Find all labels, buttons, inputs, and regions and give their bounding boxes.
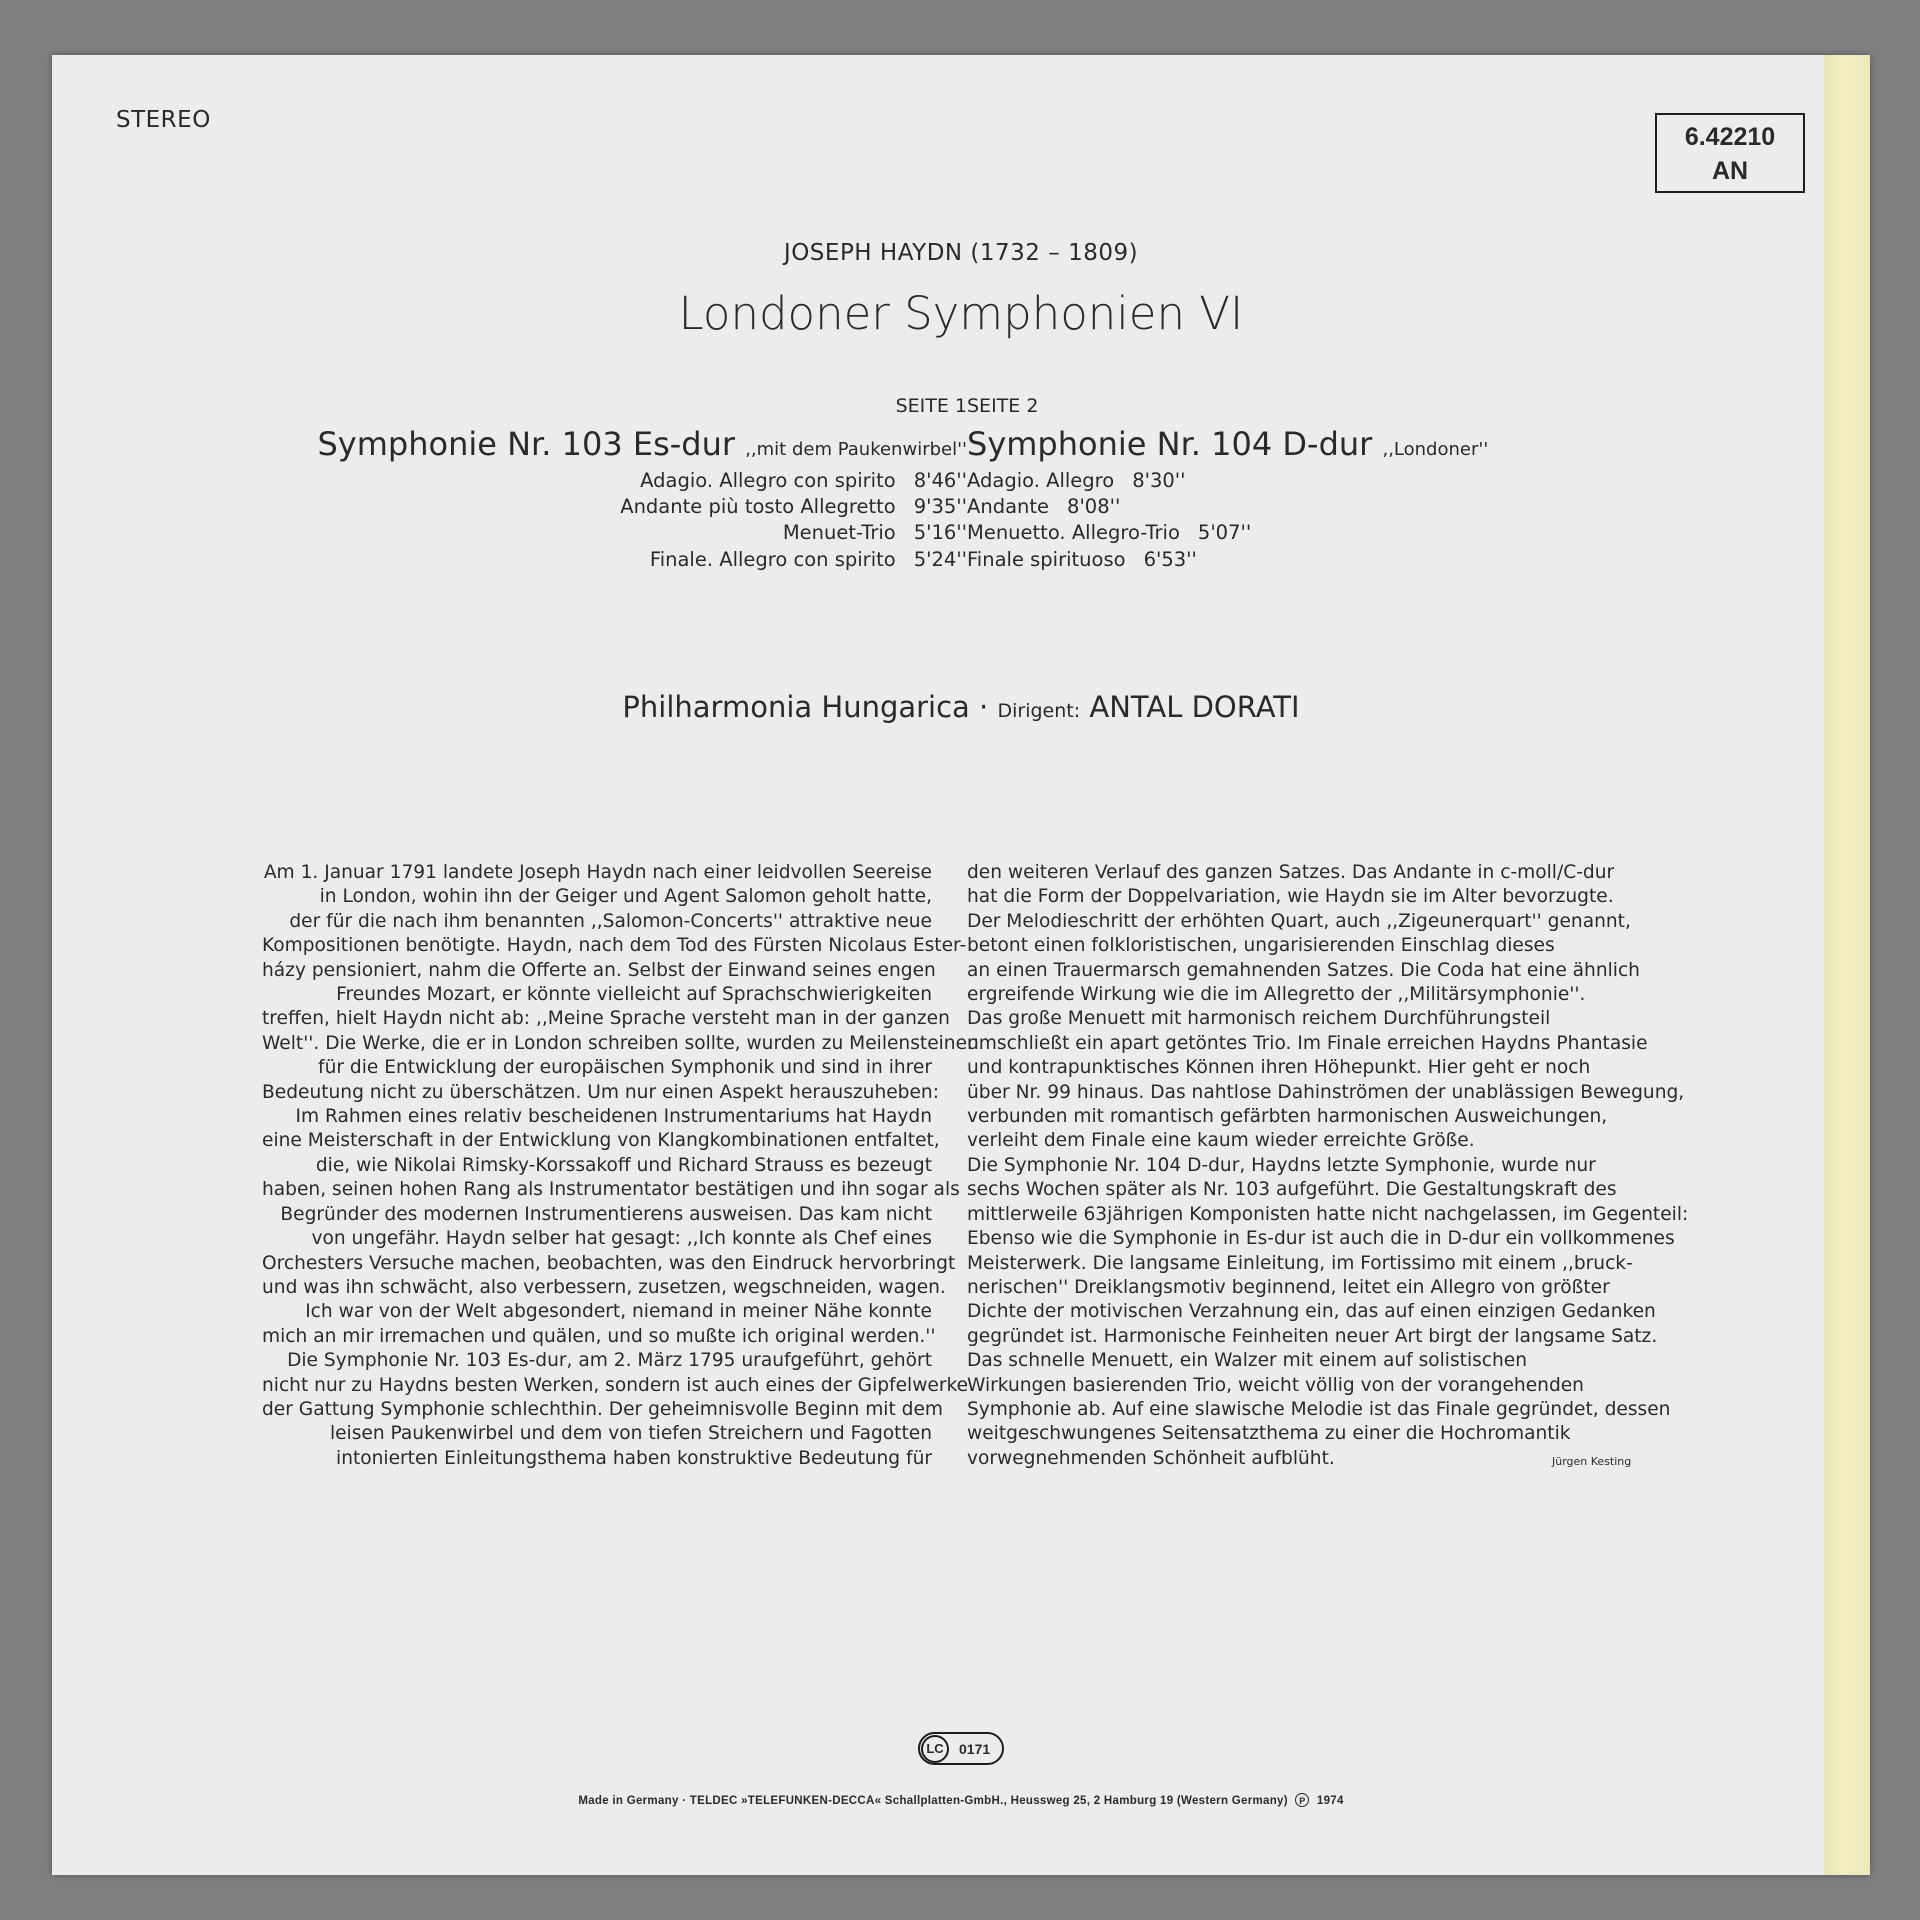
- liner-notes-line: Symphonie ab. Auf eine slawische Melodie ist das Finale gegründet, dessen: [967, 1398, 1671, 1420]
- liner-notes-line: Der Melodieschritt der erhöhten Quart, auch ,,Zigeunerquart'' genannt,: [967, 910, 1631, 932]
- movement-name: Andante più tosto Allegretto: [620, 495, 896, 518]
- movement-time: 8'08'': [1067, 495, 1121, 518]
- side2-movement: [967, 468, 1186, 493]
- catalog-suffix: AN: [1711, 157, 1749, 185]
- movement-time: 8'46'': [913, 469, 967, 492]
- liner-notes-line: sechs Wochen später als Nr. 103 aufgeführt. Die Gestaltungskraft des: [967, 1179, 1617, 1201]
- side1-movement: [783, 520, 967, 545]
- liner-notes-line: Das schnelle Menuett, ein Walzer mit einem auf solistischen: [967, 1350, 1528, 1372]
- movement-name: Adagio. Allegro: [967, 469, 1115, 492]
- liner-notes-line: den weiteren Verlauf des ganzen Satzes. Das Andante in c-moll/C-dur: [967, 862, 1615, 883]
- performers-line: [52, 690, 1870, 724]
- movement-name: Finale. Allegro con spirito: [649, 548, 896, 571]
- imprint-footer: [52, 1793, 1870, 1807]
- lc-prefix: LC: [921, 1735, 949, 1763]
- liner-notes-line: mittlerweile 63jährigen Komponisten hatte nicht nachgelassen, im Gegenteil:: [967, 1203, 1689, 1225]
- movement-name: Menuet-Trio: [782, 521, 896, 544]
- side2-symphony: Symphonie Nr. 104 D-dur: [967, 425, 1373, 463]
- liner-notes-left-column: [262, 861, 979, 1471]
- liner-notes-line: gegründet ist. Harmonische Feinheiten neuer Art birgt der langsame Satz.: [967, 1325, 1658, 1347]
- side1-label: SEITE 1: [895, 395, 967, 417]
- liner-notes-line: Die Symphonie Nr. 103 Es-dur, am 2. März 1795 uraufgeführt, gehört: [287, 1350, 932, 1372]
- separator-dot: ·: [979, 690, 989, 724]
- liner-notes-line: intonierten Einleitungsthema haben konstruktive Bedeutung für: [336, 1447, 932, 1469]
- liner-notes-line: Orchesters Versuche machen, beobachten, was den Eindruck hervorbringt: [262, 1252, 956, 1274]
- label-code-logo: [918, 1732, 1004, 1765]
- liner-notes-line: Bedeutung nicht zu überschätzen. Um nur einen Aspekt herauszuheben:: [262, 1081, 939, 1103]
- conductor-name: ANTAL DORATI: [1089, 690, 1300, 724]
- side2-movement: [967, 547, 1197, 572]
- liner-notes-line: umschließt ein apart getöntes Trio. Im Finale erreichen Haydns Phantasie: [967, 1032, 1648, 1054]
- liner-notes-line: Wirkungen basierenden Trio, weicht völlig von der vorangehenden: [967, 1374, 1584, 1396]
- liner-notes-line: eine Meisterschaft in der Entwicklung von Klangkombinationen entfaltet,: [262, 1130, 940, 1152]
- record-sleeve-back: [52, 55, 1870, 1875]
- liner-notes-line: Die Symphonie Nr. 104 D-dur, Haydns letzte Symphonie, wurde nur: [967, 1154, 1596, 1176]
- side2-movement: [967, 494, 1120, 519]
- side1-movement: [620, 494, 967, 519]
- liner-notes-line: Ich war von der Welt abgesondert, niemand in meiner Nähe konnte: [305, 1301, 932, 1323]
- liner-notes-line: Im Rahmen eines relativ bescheidenen Instrumentariums hat Haydn: [295, 1106, 932, 1128]
- catalog-number-box: [1655, 113, 1805, 193]
- movement-name: Andante: [967, 495, 1050, 518]
- orchestra-name: Philharmonia Hungarica: [622, 690, 970, 724]
- side2-nickname: ,,Londoner'': [1382, 439, 1489, 460]
- side1-movement: [650, 547, 967, 572]
- liner-notes-line: mich an mir irremachen und quälen, und so mußte ich original werden.'': [262, 1325, 936, 1347]
- liner-notes-line: nerischen'' Dreiklangsmotiv beginnend, leitet ein Allegro von größter: [967, 1276, 1610, 1298]
- liner-notes-line: Am 1. Januar 1791 landete Joseph Haydn nach einer leidvollen Seereise: [263, 862, 932, 883]
- liner-notes-line: verleiht dem Finale eine kaum wieder erreichte Größe.: [967, 1130, 1475, 1152]
- conductor-label: Dirigent:: [997, 700, 1081, 722]
- liner-notes-line: hat die Form der Doppelvariation, wie Haydn sie im Alter bevorzugte.: [967, 886, 1614, 908]
- liner-notes-line: ergreifende Wirkung wie die im Allegretto der ,,Militärsymphonie''.: [967, 984, 1586, 1006]
- liner-notes-author: Jürgen Kesting: [1552, 1455, 1632, 1468]
- movement-time: 5'24'': [913, 548, 967, 571]
- liner-notes-line: vorwegnehmenden Schönheit aufblüht.: [967, 1447, 1335, 1469]
- liner-notes-line: die, wie Nikolai Rimsky-Korssakoff und Richard Strauss es bezeugt: [315, 1154, 932, 1176]
- liner-notes-line: Kompositionen benötigte. Haydn, nach dem Tod des Fürsten Nicolaus Ester-: [262, 935, 967, 957]
- liner-notes-line: haben, seinen hohen Rang als Instrumentator bestätigen und ihn sogar als: [262, 1179, 960, 1201]
- liner-notes-line: weitgeschwungenes Seitensatzthema zu einer die Hochromantik: [967, 1423, 1571, 1445]
- side2-symphony-title: [967, 425, 1488, 463]
- liner-notes-line: verbunden mit romantisch gefärbten harmonischen Ausweichungen,: [967, 1106, 1608, 1128]
- side2-label: SEITE 2: [967, 395, 1039, 417]
- side1-symphony-title: [317, 425, 967, 463]
- liner-notes-line: Freundes Mozart, er könnte vielleicht auf Sprachschwierigkeiten: [336, 984, 932, 1006]
- liner-notes-line: der für die nach ihm benannten ,,Salomon-Concerts'' attraktive neue: [289, 910, 932, 932]
- movement-time: 9'35'': [913, 495, 967, 518]
- liner-notes-line: betont einen folkloristischen, ungarisierenden Einschlag dieses: [967, 935, 1555, 957]
- movement-time: 5'07'': [1197, 521, 1252, 544]
- liner-notes-line: und was ihn schwächt, also verbessern, zusetzen, wegschneiden, wagen.: [262, 1276, 946, 1298]
- liner-notes-line: Das große Menuett mit harmonisch reichem Durchführungsteil: [967, 1008, 1551, 1030]
- liner-notes-line: der Gattung Symphonie schlechthin. Der geheimnisvolle Beginn mit dem: [262, 1398, 944, 1420]
- album-title: Londoner Symphonien VI: [678, 287, 1244, 340]
- liner-notes-line: leisen Paukenwirbel und dem von tiefen Streichern und Fagotten: [329, 1423, 932, 1445]
- liner-notes-line: in London, wohin ihn der Geiger und Agent Salomon geholt hatte,: [319, 886, 932, 908]
- movement-time: 5'16'': [913, 521, 967, 544]
- liner-notes-line: Ebenso wie die Symphonie in Es-dur ist auch die in D-dur ein vollkommenes: [967, 1228, 1675, 1250]
- liner-notes-line: házy pensioniert, nahm die Offerte an. Selbst der Einwand seines engen: [262, 959, 936, 981]
- liner-notes-line: treffen, hielt Haydn nicht ab: ,,Meine Sprache versteht man in der ganzen: [262, 1008, 950, 1030]
- lc-number: 0171: [959, 1740, 991, 1757]
- liner-notes-line: für die Entwicklung der europäischen Symphonik und sind in ihrer: [318, 1057, 932, 1079]
- movement-name: Menuetto. Allegro-Trio: [967, 521, 1180, 544]
- side1-movement: [640, 468, 967, 493]
- movement-time: 6'53'': [1143, 548, 1197, 571]
- liner-notes-line: Meisterwerk. Die langsame Einleitung, im Fortissimo mit einem ,,bruck-: [967, 1252, 1633, 1274]
- composer-name: JOSEPH HAYDN (1732 – 1809): [783, 240, 1139, 266]
- release-year: 1974: [1316, 1795, 1344, 1807]
- side1-nickname: ,,mit dem Paukenwirbel'': [745, 439, 967, 460]
- movement-name: Finale spirituoso: [967, 548, 1126, 571]
- stereo-label: STEREO: [116, 107, 211, 133]
- side2-movement: [967, 520, 1251, 545]
- liner-notes-line: über Nr. 99 hinaus. Das nahtlose Dahinströmen der unablässigen Bewegung,: [967, 1081, 1685, 1103]
- liner-notes-line: von ungefähr. Haydn selber hat gesagt: ,,Ich konnte als Chef eines: [311, 1228, 932, 1250]
- liner-notes-line: an einen Trauermarsch gemahnenden Satzes. Die Coda hat eine ähnlich: [967, 959, 1640, 981]
- imprint-text: Made in Germany · TELDEC »TELEFUNKEN-DECCA« Schallplatten-GmbH., Heussweg 25, 2 Hamburg 19 (Western Germany): [578, 1795, 1288, 1807]
- catalog-number: 6.42210: [1684, 123, 1776, 151]
- liner-notes-line: und kontrapunktisches Können ihren Höhepunkt. Hier geht er noch: [967, 1057, 1591, 1079]
- liner-notes-line: nicht nur zu Haydns besten Werken, sondern ist auch eines der Gipfelwerke: [262, 1374, 969, 1396]
- liner-notes-right-column: [967, 861, 1689, 1471]
- liner-notes-line: Welt''. Die Werke, die er in London schreiben sollte, wurden zu Meilensteinen: [262, 1032, 979, 1054]
- liner-notes-line: Dichte der motivischen Verzahnung ein, das auf einen einzigen Gedanken: [967, 1301, 1656, 1323]
- liner-notes-line: Begründer des modernen Instrumentierens ausweisen. Das kam nicht: [280, 1203, 932, 1225]
- side1-symphony: Symphonie Nr. 103 Es-dur: [317, 425, 736, 463]
- movement-time: 8'30'': [1132, 469, 1186, 492]
- movement-name: Adagio. Allegro con spirito: [640, 469, 896, 492]
- phonogram-symbol: P: [1295, 1793, 1309, 1807]
